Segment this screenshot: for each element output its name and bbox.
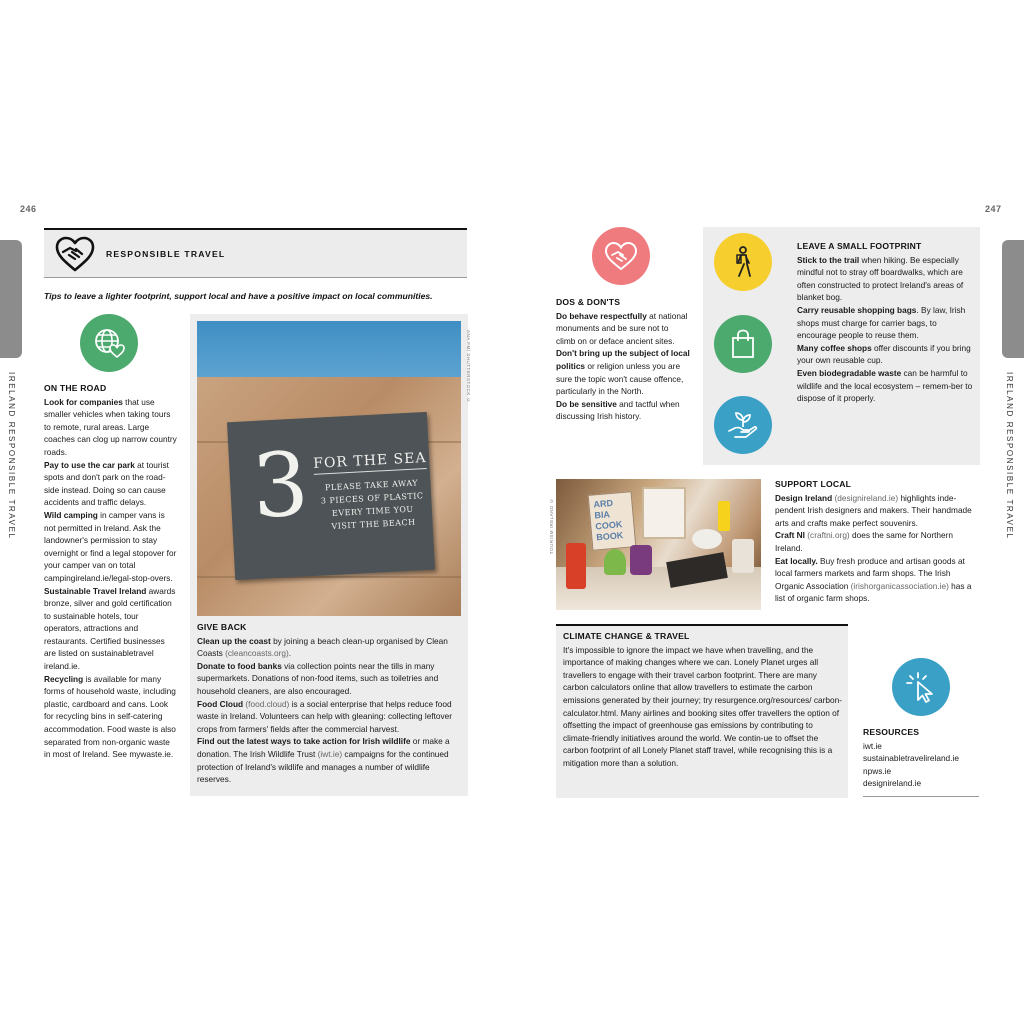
road-item: Pay to use the car park at tourist spots and don't park on the road-side instead. Doing so can cause accidents and traffic delays. — [44, 459, 169, 508]
dos-item: Do behave respectfully at national monuments and be sure not to climb on or deface ancient sites. — [556, 310, 688, 346]
slate-sign — [227, 412, 435, 580]
handshake-heart-icon — [54, 235, 96, 273]
give-back-section — [197, 621, 461, 786]
footprint-item: Stick to the trail when hiking. Be especially mindful not to stray off boardwalks, which are often constructed to protect Ireland's areas of blanket bog. — [797, 254, 964, 303]
intro-text: Tips to leave a lighter footprint, support local and have a positive impact on local communities. — [44, 291, 433, 301]
resource-link[interactable]: npws.ie — [863, 765, 892, 776]
beach-sign-photo — [197, 321, 461, 616]
give-back-item: Food Cloud (food.cloud) is a social enterprise that helps reduce food waste in Ireland. Volunteers can help with gleaning: collecting leftover crops from farmers' fields after the commercial harvest. — [197, 698, 453, 734]
support-local-section — [775, 478, 981, 605]
globe-heart-icon — [80, 314, 138, 372]
road-item: Sustainable Travel Ireland awards bronze, silver and gold certification to sustainable hotels, tour operators, attractions and restaurants. Certified businesses are listed on sustainabletravel ireland.ie. — [44, 585, 176, 672]
cursor-click-icon — [892, 658, 950, 716]
footprint-item: Even biodegradable waste can be harmful to wildlife and the local ecosystem – remem-ber to dispose of it properly. — [797, 367, 973, 404]
support-item: Eat locally. Buy fresh produce and artisan goods at local farmers markets and farm shops. The Irish Organic Association (irishorganicassociation.ie) has a list of organic farm shops. — [775, 555, 972, 604]
road-item: Recycling is available for many forms of household waste, including plastic, cardboard and cans. Look for recycling bins in self-catering accommodation. Food waste is also separated from non-organic waste in most of Ireland. See mywaste.ie. — [44, 673, 176, 760]
right-side-tab — [1002, 240, 1024, 358]
left-side-tab — [0, 240, 22, 358]
resource-link[interactable]: sustainabletravelireland.ie — [863, 753, 959, 764]
plant-hand-icon — [714, 396, 772, 454]
left-side-label: IRELAND RESPONSIBLE TRAVEL — [7, 372, 16, 540]
page-number-left: 246 — [20, 204, 37, 214]
support-local-heading: SUPPORT LOCAL — [775, 479, 852, 489]
support-item: Craft NI (craftni.org) does the same for Northern Ireland. — [775, 530, 954, 553]
dos-donts-heading: DOS & DON'TS — [556, 297, 621, 307]
resource-link[interactable]: iwt.ie — [863, 740, 882, 751]
footprint-section — [797, 240, 975, 405]
sign-lines: PLEASE TAKE AWAY 3 PIECES OF PLASTIC EVERY TIME YOU VISIT THE BEACH — [320, 478, 424, 532]
sign-title: FOR THE SEA — [313, 450, 427, 475]
give-back-heading: GIVE BACK — [197, 622, 247, 632]
photo-credit-left: ANA FM/ SHUTTERSTOCK © — [466, 330, 471, 404]
right-side-label: IRELAND RESPONSIBLE TRAVEL — [1005, 372, 1014, 540]
shopping-bag-icon — [714, 315, 772, 373]
banner-title: RESPONSIBLE TRAVEL — [106, 249, 226, 259]
climate-section — [563, 630, 843, 770]
craft-shop-photo — [556, 479, 761, 610]
photo-credit-right: TOURISM IRELAND © — [549, 498, 554, 555]
footprint-item: Carry reusable shopping bags. By law, Irish shops must charge for carrier bags, to encourage people to reuse them. — [797, 304, 966, 341]
resource-link[interactable]: designireland.ie — [863, 778, 922, 789]
section-banner — [44, 228, 467, 278]
on-the-road-heading: ON THE ROAD — [44, 383, 107, 393]
road-item: Look for companies that use smaller vehicles when taking tours to remote, rural areas. Large coaches can clog up narrow country roads. — [44, 396, 177, 457]
resources-section — [863, 726, 981, 790]
give-back-item: Clean up the coast by joining a beach clean-up organised by Clean Coasts (cleancoasts.org). — [197, 635, 448, 659]
dos-donts-section — [556, 296, 690, 423]
on-the-road-section — [44, 382, 178, 761]
heart-hand-icon — [592, 227, 650, 285]
climate-text: It's impossible to ignore the impact we have when travelling, and the importance of making changes where we can. Lonely Planet urges all travellers to engage with their travel carbon footprint. There are many carbon calculators online that allow travellers to estimate the carbon emissions generated by their journey; try resurgence.org/resources/ carbon-calculator.html. Many airlines and booking sites offer travellers the option of offsetting the impact of greenhouse gas emissions by contributing to climate-friendly initiatives around the world. We contin-ue to offset the carbon footprint of all Lonely Planet staff travel, while recognising this is a mitigation more than a solution. — [563, 644, 843, 768]
sign-number: 3 — [249, 432, 312, 539]
support-item: Design Ireland (designireland.ie) highlights inde-pendent Irish designers and makers. Their handmade arts and crafts make perfect souvenirs. — [775, 492, 972, 528]
climate-heading: CLIMATE CHANGE & TRAVEL — [563, 631, 690, 641]
give-back-item: Find out the latest ways to take action for Irish wildlife or make a donation. The Irish Wildlife Trust (iwt.ie) campaigns for the continued protection of Ireland's wildlife and manages a number of wildlife reserves. — [197, 736, 450, 785]
dos-item: Don't bring up the subject of local politics or religion unless you are sure the topic won't cause offence, particularly in the North. — [556, 348, 690, 397]
footprint-heading: LEAVE A SMALL FOOTPRINT — [797, 241, 922, 251]
page-number-right: 247 — [985, 204, 1002, 214]
hiker-icon — [714, 233, 772, 291]
dos-item: Do be sensitive and tactful when discussing Irish history. — [556, 398, 680, 422]
road-item: Wild camping in camper vans is not permitted in Ireland. Ask the landowner's permission to stay overnight or find a legal stopover for your camper van on total campingireland.ie/legal-stop-overs. — [44, 509, 177, 583]
resources-divider — [863, 796, 979, 797]
cook-book: ARD BIA COOK BOOK — [588, 491, 637, 551]
give-back-item: Donate to food banks via collection points near the tills in many supermarkets. Donations of non-food items, such as toiletries and household cleaners, are also encouraged. — [197, 660, 439, 696]
footprint-item: Many coffee shops offer discounts if you bring your own reusable cup. — [797, 342, 971, 366]
resources-heading: RESOURCES — [863, 727, 920, 737]
